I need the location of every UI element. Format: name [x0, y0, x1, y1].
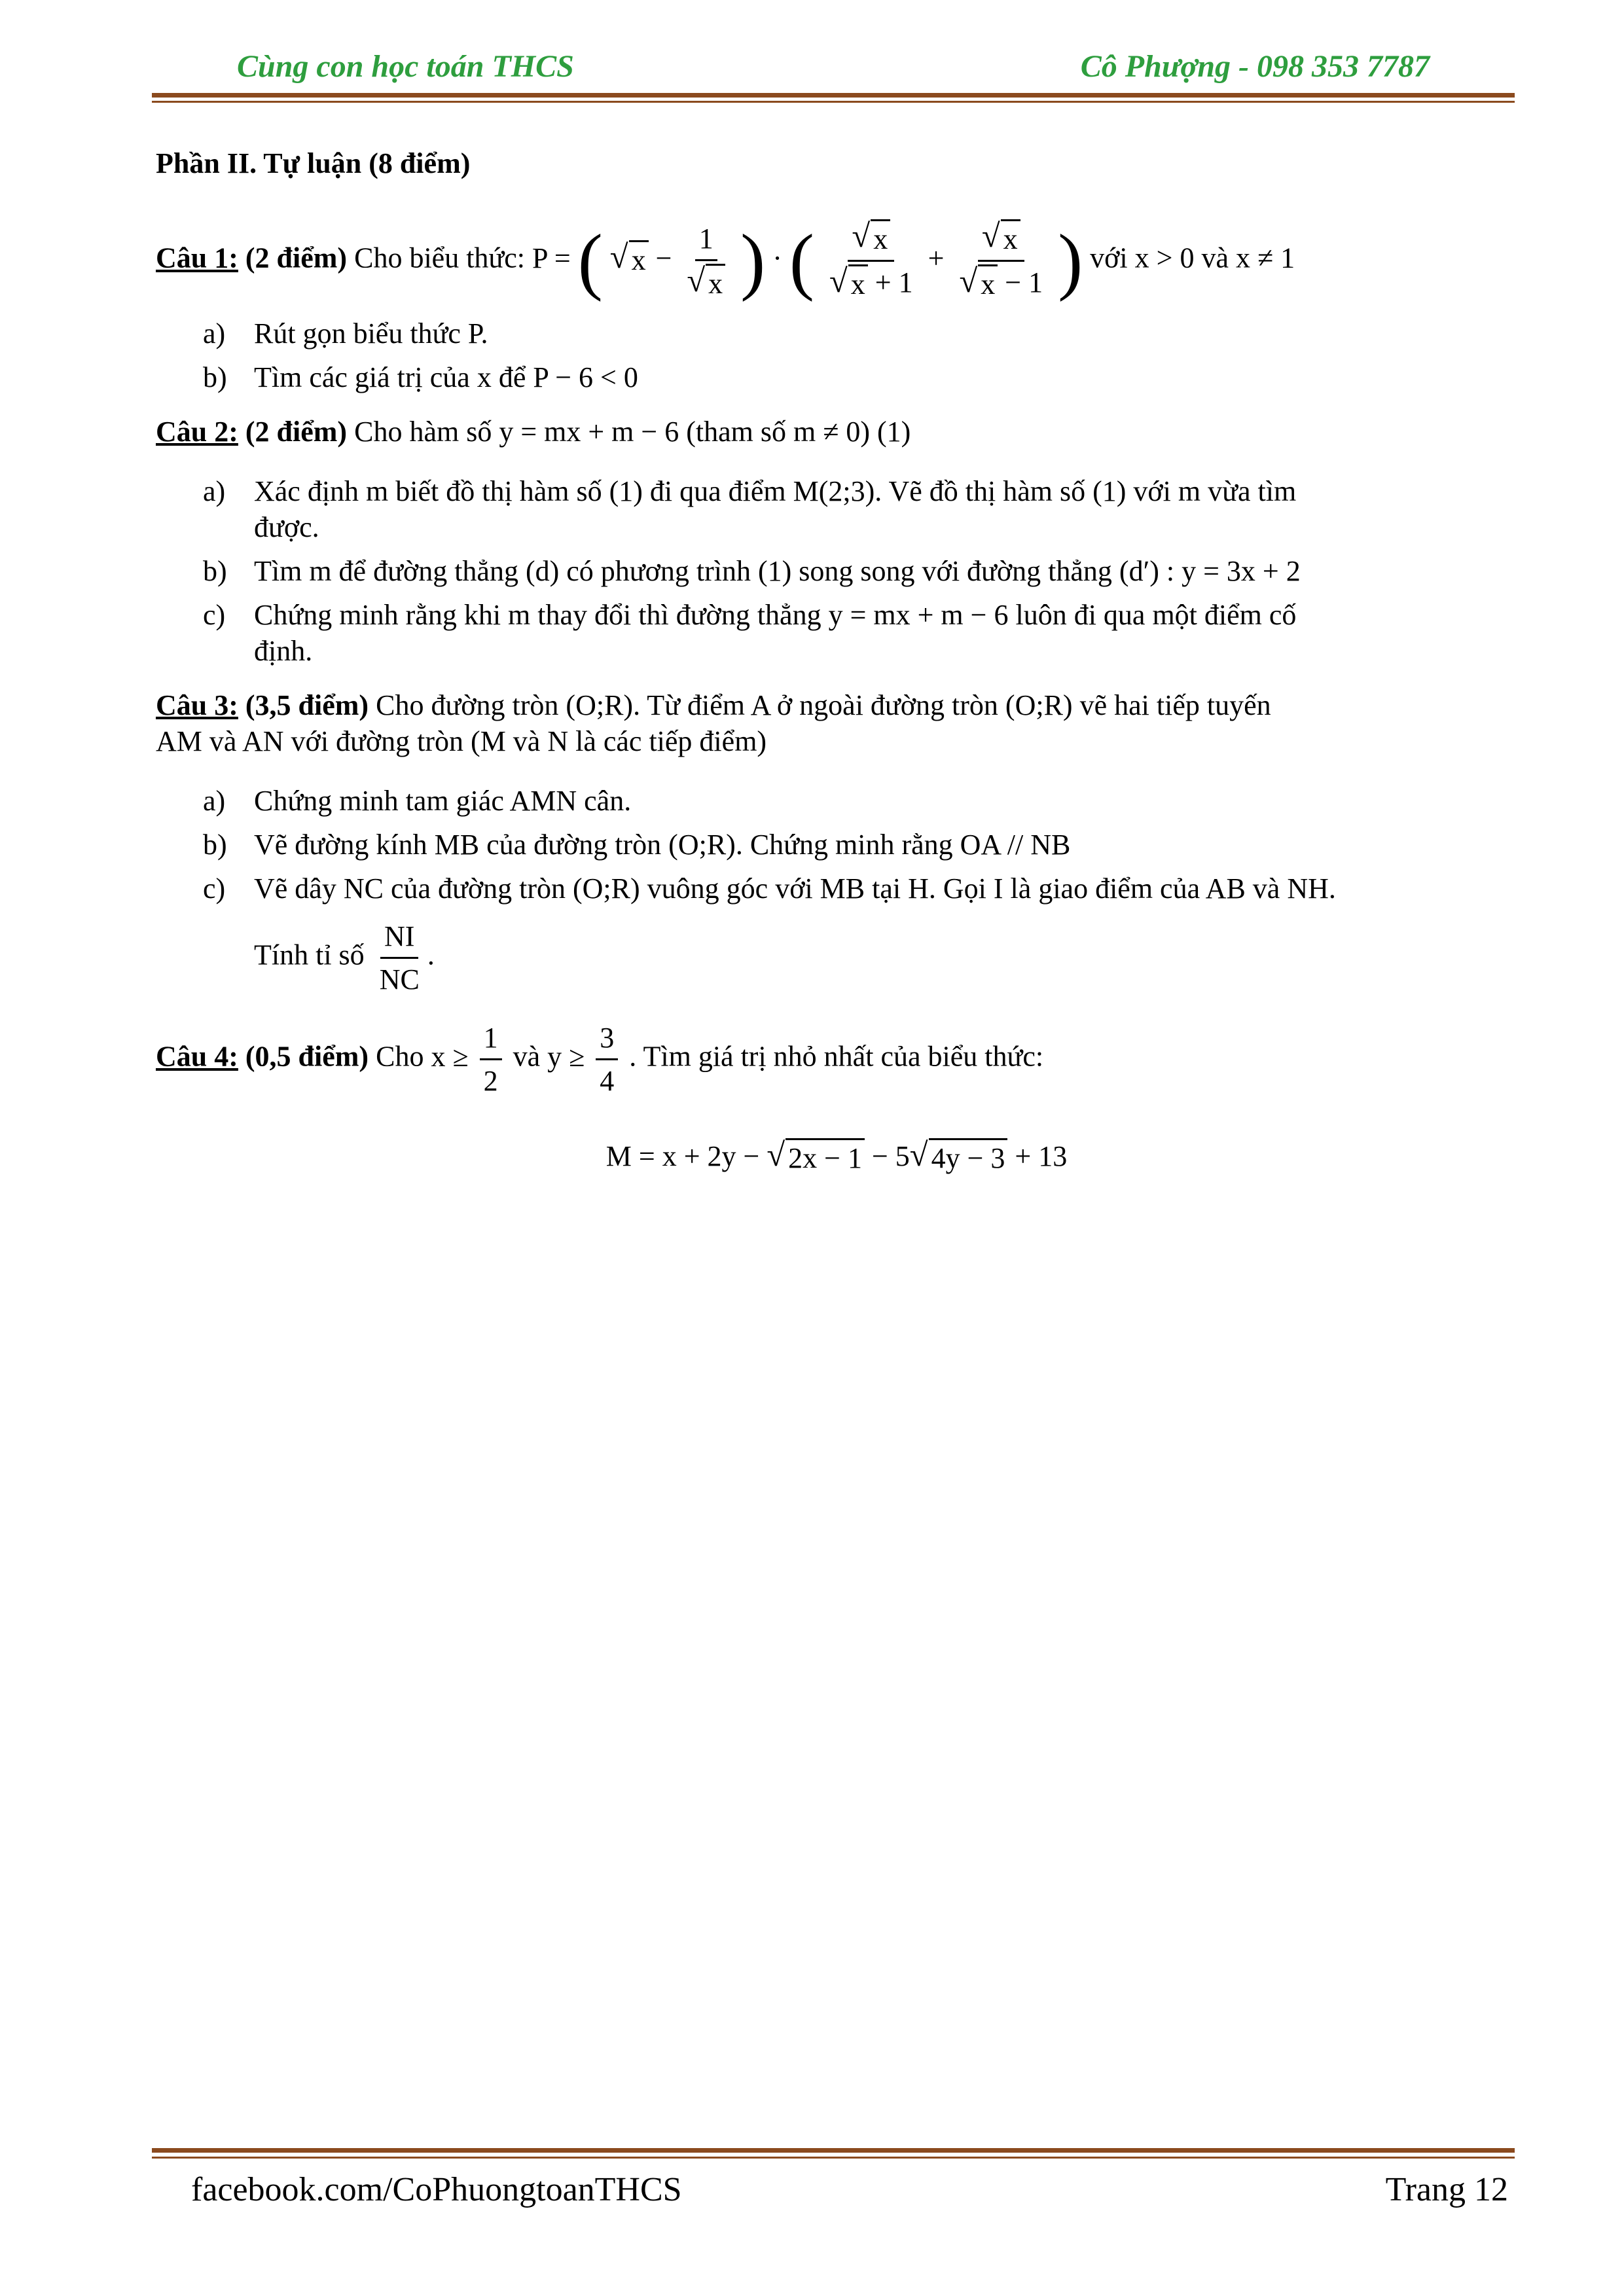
sqrt-x: √ x: [610, 240, 649, 278]
list-item: b) Vẽ đường kính MB của đường tròn (O;R). Chứng minh rằng OA // NB: [203, 829, 1071, 861]
paren-close: ): [740, 219, 766, 302]
condition-text: với x > 0 và x ≠ 1: [1090, 242, 1295, 274]
header-rule-thick: [152, 93, 1515, 98]
question-points: (2 điểm): [245, 242, 348, 274]
question-label: Câu 4:: [156, 1040, 238, 1073]
question-text: Cho đường tròn (O;R). Từ điểm A ở ngoài đường tròn (O;R) vẽ hai tiếp tuyến: [376, 689, 1271, 721]
page-header: [152, 39, 1515, 98]
list-item: a) Xác định m biết đồ thị hàm số (1) đi qua điểm M(2;3). Vẽ đồ thị hàm số (1) với m vừa tìm được.: [203, 475, 1297, 543]
header-rule-thin: [152, 101, 1515, 103]
page-footer: [152, 2166, 1515, 2219]
question-3: [156, 687, 1517, 759]
question-1-items: [156, 315, 1517, 395]
question-text: Cho hàm số y = mx + m − 6 (tham số m ≠ 0) (1): [354, 416, 911, 448]
sqrt-4y-3: √ 4y − 3: [910, 1138, 1008, 1176]
question-label: Câu 3:: [156, 689, 238, 721]
x-condition: x ≥ $\frac{1}{2}$: [431, 1041, 513, 1073]
expression-m: M = x + 2y − √ 2x − 1 − 5 √ 4y − 3 + 13: [156, 1138, 1517, 1176]
page-number: Trang 12: [1385, 2171, 1508, 2208]
question-label: Câu 2:: [156, 416, 238, 448]
ratio-line: Tính tỉ số $\frac{NI}{NC}$ .: [156, 918, 1517, 997]
op-plus: +: [928, 242, 945, 274]
list-item: a) Rút gọn biểu thức P.: [203, 317, 488, 350]
header-right-text: Cô Phượng - 098 353 7787: [1080, 49, 1430, 84]
op-minus: −: [655, 242, 672, 274]
question-intro: Cho biểu thức:: [354, 242, 526, 274]
question-points: (3,5 điểm): [245, 689, 369, 721]
frac-1-over-sqrtx: 1 √ x: [683, 221, 729, 302]
sqrt-2x-1: √ 2x − 1: [767, 1138, 865, 1176]
paren-close-2: ): [1058, 219, 1083, 302]
question-2: [156, 414, 1517, 450]
p-eq: P =: [532, 242, 571, 274]
frac-b: √ x √ x − 1: [955, 219, 1047, 302]
question-points: (0,5 điểm): [245, 1040, 369, 1073]
section-title: Phần II. Tự luận (8 điểm): [156, 147, 471, 179]
list-item: c) Chứng minh rằng khi m thay đổi thì đường thẳng y = mx + m − 6 luôn đi qua một điểm cố định.: [203, 599, 1297, 667]
expression-p: [532, 217, 1090, 302]
footer-rule-thick: [152, 2148, 1515, 2153]
header-left-text: Cùng con học toán THCS: [237, 49, 574, 84]
question-3-items: [156, 783, 1517, 997]
question-label: Câu 1:: [156, 242, 238, 274]
frac-a: √ x √ x + 1: [825, 219, 917, 302]
question-4: Câu 4: (0,5 điểm) Cho x ≥ $\frac{1}{2}$ và y ≥ $\frac{3}{4}$ . Tìm giá trị nhỏ nhất của biểu thức:: [156, 1020, 1517, 1099]
list-item: c) Vẽ dây NC của đường tròn (O;R) vuông góc với MB tại H. Gọi I là giao điểm của AB và NH.: [203, 872, 1336, 905]
paren-open: (: [577, 219, 603, 302]
op-dot: ·: [772, 242, 782, 274]
footer-rule-thin: [152, 2157, 1515, 2159]
question-1: [156, 219, 1517, 302]
paren-open-2: (: [789, 219, 815, 302]
document-body: [156, 145, 1517, 1176]
question-text-2: AM và AN với đường tròn (M và N là các tiếp điểm): [156, 725, 767, 757]
list-item: a) Chứng minh tam giác AMN cân.: [203, 785, 632, 817]
list-item: b) Tìm m để đường thẳng (d) có phương trình (1) song song với đường thẳng (d′) : y = 3x + 2: [203, 555, 1301, 587]
question-2-items: [156, 473, 1517, 669]
list-item: b) Tìm các giá trị của x để P − 6 < 0: [203, 361, 638, 393]
question-points: (2 điểm): [245, 416, 348, 448]
footer-link-text: facebook.com/CoPhuongtoanTHCS: [191, 2171, 682, 2208]
y-condition: y ≥ $\frac{3}{4}$: [547, 1041, 629, 1073]
ratio-fraction: $\frac{NI}{NC}$: [376, 918, 424, 997]
